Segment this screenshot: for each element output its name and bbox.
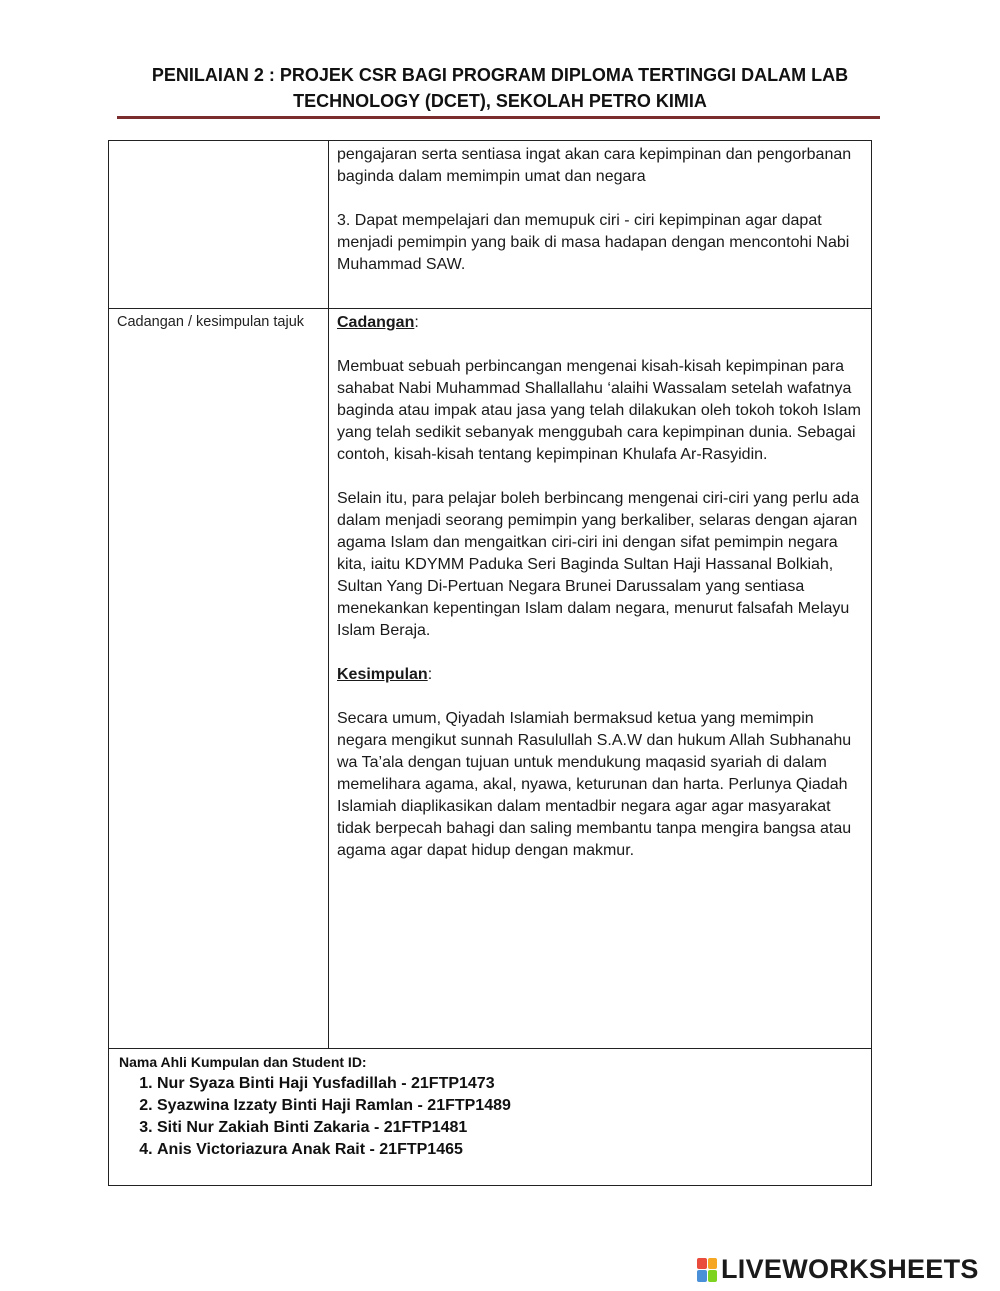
header-divider: [117, 116, 880, 119]
header-title-line1: PENILAIAN 2 : PROJEK CSR BAGI PROGRAM DIPLOMA TERTINGGI DALAM LAB: [151, 65, 849, 85]
members-cell: [109, 1049, 872, 1186]
document-header: [100, 62, 900, 114]
row-content-cell: Cadangan: Membuat sebuah perbincangan mengenai kisah-kisah kepimpinan para sahabat Nabi Muhammad Shallallahu ‘alaihi Wassalam setelah wafatnya baginda atau impak atau jasa yang telah dilakukan oleh tokoh tokoh Islam yang telah sedikit sebanyak menggubah cara kepimpinan dunia. Sebagai contoh, kisah-kisah tentang kepimpinan Khulafa Ar-Rasyidin. Selain itu, para pelajar boleh berbincang mengenai ciri-ciri yang perlu ada dalam menjadi seorang pemimpin yang berkaliber, selaras dengan ajaran agama Islam dan mengaitkan ciri-ciri ini dengan sifat pemimpin negara kita, iaitu KDYMM Paduka Seri Baginda Sultan Haji Hassanal Bolkiah, Sultan Yang Di-Pertuan Negara Brunei Darussalam yang sentiasa menekankan kepentingan Islam dalam negara, menurut falsafah Melayu Islam Beraja. Kesimpulan: Secara umum, Qiyadah Islamiah bermaksud ketua yang memimpin negara mengikut sunnah Rasulullah S.A.W dan hukum Allah Subhanahu wa Ta’ala dengan tujuan untuk mendukung maqasid syariah di dalam memelihara agama, akal, nyawa, keturunan dan harta. Perlunya Qiadah Islamiah diaplikasikan dalam mentadbir negara agar agar masyarakat tidak berpecah bahagi dan saling membantu tanpa mengira bangsa atau agama agar dapat hidup dengan makmur.: [329, 309, 872, 1049]
list-item: 1. Nur Syaza Binti Haji Yusfadillah - 21FTP1473: [157, 1073, 861, 1095]
header-title-line2: TECHNOLOGY (DCET), SEKOLAH PETRO KIMIA: [293, 91, 707, 111]
table-row: [109, 1049, 872, 1186]
paragraph: Secara umum, Qiyadah Islamiah bermaksud ketua yang memimpin negara mengikut sunnah Rasulullah S.A.W dan hukum Allah Subhanahu wa Ta’ala dengan tujuan untuk mendukung maqasid syariah di dalam memelihara agama, akal, nyawa, keturunan dan harta. Perlunya Qiadah Islamiah diaplikasikan dalam mentadbir negara agar agar masyarakat tidak berpecah bahagi dan saling membantu tanpa mengira bangsa atau agama agar dapat hidup dengan makmur.: [337, 710, 852, 859]
assessment-table: [108, 140, 872, 1186]
row-label-cell: Cadangan / kesimpulan tajuk: [109, 309, 329, 1049]
table-row: [109, 141, 872, 309]
list-item: 2. Syazwina Izzaty Binti Haji Ramlan - 21FTP1489: [157, 1095, 861, 1117]
brand-text: LIVEWORKSHEETS: [721, 1254, 979, 1284]
liveworksheets-logo-icon: [697, 1258, 717, 1282]
members-title: Nama Ahli Kumpulan dan Student ID:: [119, 1054, 367, 1070]
liveworksheets-brand: [697, 1254, 979, 1285]
cadangan-heading: Cadangan: [337, 314, 415, 331]
paragraph: Membuat sebuah perbincangan mengenai kisah-kisah kepimpinan para sahabat Nabi Muhammad Shallallahu ‘alaihi Wassalam setelah wafatnya baginda atau impak atau jasa yang telah dilakukan oleh tokoh tokoh Islam yang telah sedikit sebanyak menggubah cara kepimpinan dunia. Sebagai contoh, kisah-kisah tentang kepimpinan Khulafa Ar-Rasyidin.: [337, 358, 861, 463]
paragraph: pengajaran serta sentiasa ingat akan cara kepimpinan dan pengorbanan baginda dalam memimpin umat dan negara: [337, 146, 852, 185]
row-content-cell: [329, 141, 872, 309]
table-row: [109, 309, 872, 1049]
row-label-cell: [109, 141, 329, 309]
paragraph: 3. Dapat mempelajari dan memupuk ciri - ciri kepimpinan agar dapat menjadi pemimpin yang baik di masa hadapan dengan mencontohi Nabi Muhammad SAW.: [337, 212, 850, 273]
kesimpulan-heading: Kesimpulan: [337, 666, 428, 683]
members-list: [119, 1073, 861, 1161]
list-item: 4. Anis Victoriazura Anak Rait - 21FTP1465: [157, 1139, 861, 1161]
list-item: 3. Siti Nur Zakiah Binti Zakaria - 21FTP1481: [157, 1117, 861, 1139]
paragraph: Selain itu, para pelajar boleh berbincang mengenai ciri-ciri yang perlu ada dalam menjadi seorang pemimpin yang berkaliber, selaras dengan ajaran agama Islam dan mengaitkan ciri-ciri ini dengan sifat pemimpin negara kita, iaitu KDYMM Paduka Seri Baginda Sultan Haji Hassanal Bolkiah, Sultan Yang Di-Pertuan Negara Brunei Darussalam yang sentiasa menekankan kepentingan Islam dalam negara, menurut falsafah Melayu Islam Beraja.: [337, 490, 860, 639]
